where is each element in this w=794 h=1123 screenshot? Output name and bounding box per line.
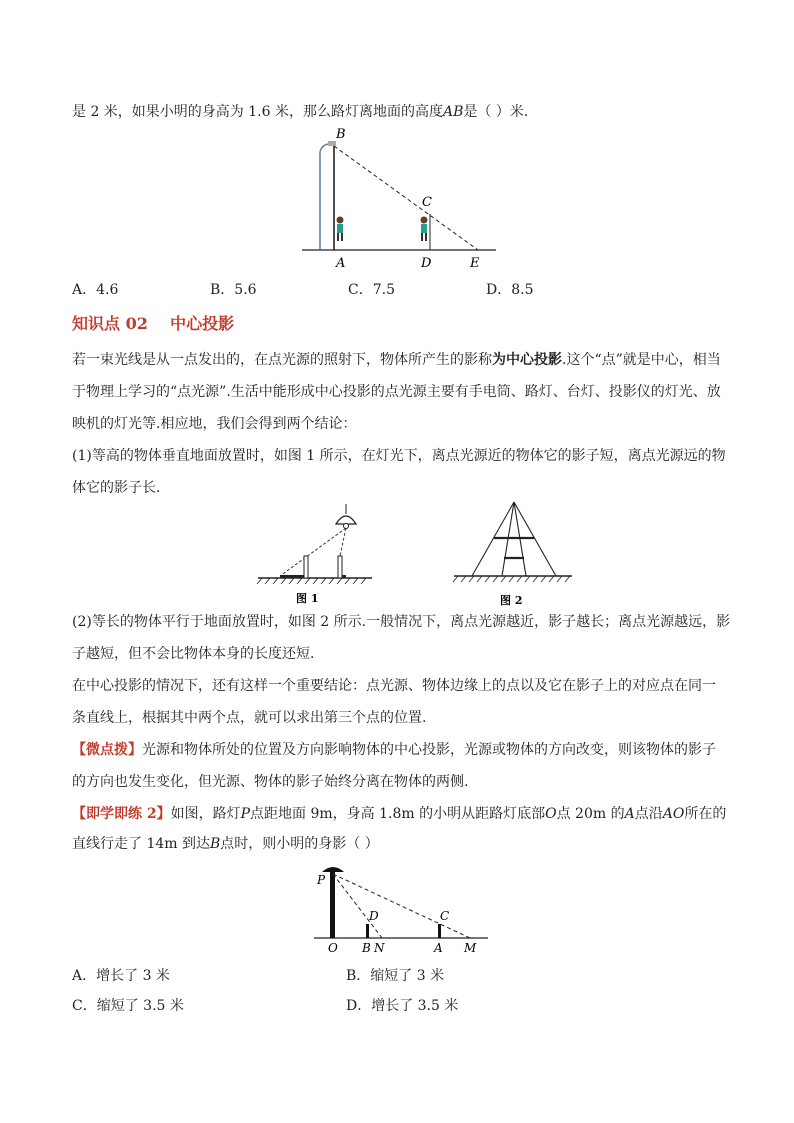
person-AC	[438, 924, 441, 938]
exercise-2-line-2: 直线行走了 14m 到达B点时，则小明的身影（ ）	[72, 836, 379, 852]
label-A: A	[434, 941, 443, 955]
person-d-icon	[421, 217, 428, 242]
ex2-lamp-icon	[322, 867, 344, 872]
fig1-shadow-1	[280, 575, 304, 578]
label-P: P	[317, 873, 326, 887]
q1-option-d[interactable]: D．8.5	[486, 282, 534, 298]
label-D: D	[369, 909, 379, 923]
lamp-head	[328, 141, 336, 146]
label-N: N	[374, 941, 385, 955]
conclusion-2-line-1: (2)等长的物体平行于地面放置时，如图 2 所示.一般情况下，离点光源越近，影子越长；离点光源越远，影	[72, 614, 731, 630]
label-D: D	[421, 256, 432, 271]
ex2-option-a[interactable]: A．增长了 3 米	[72, 968, 170, 984]
person-a-icon	[337, 217, 344, 242]
fig1-shadow-2	[342, 575, 346, 578]
exercise-tag: 【即学即练 2】	[72, 806, 171, 822]
ex2-lamp-post	[330, 872, 335, 938]
label-B: B	[362, 941, 371, 955]
section-heading: 知识点 02 中心投影	[72, 314, 235, 333]
figure-1	[256, 504, 376, 608]
label-C: C	[440, 909, 450, 923]
ray-PM	[333, 874, 470, 938]
conclusion-2-line-2: 子越短，但不会比物体本身的长度还短.	[72, 646, 315, 662]
fig1-object-2	[338, 556, 342, 578]
intro-line-2: 于物理上学习的“点光源”.生活中能形成中心投影的点光源主要有手电筒、路灯、台灯、投影仪的灯光、放	[72, 384, 721, 400]
intro-line-1: 若一束光线是从一点发出的，在点光源的照射下，物体所产生的影称为中心投影.这个“点”就是中心，相当	[72, 352, 721, 368]
label-C: C	[422, 195, 432, 210]
tip-line-2: 的方向也发生变化，但光源、物体的影子始终分离在物体的两侧.	[72, 774, 469, 790]
light-ray	[334, 146, 478, 250]
ex2-option-b[interactable]: B．缩短了 3 米	[346, 968, 445, 984]
ray-PN	[333, 874, 382, 938]
fig2-caption: 图 2	[500, 594, 523, 607]
exercise-2-line-1: 【即学即练 2】如图，路灯P点距地面 9m，身高 1.8m 的小明从距路灯底部O点 20m 的A点沿AO所在的	[72, 806, 727, 822]
person-BD	[366, 924, 369, 938]
label-B: B	[336, 127, 346, 142]
tip-tag: 【微点拨】	[72, 742, 142, 758]
ex2-option-c[interactable]: C．缩短了 3.5 米	[72, 998, 184, 1014]
label-O: O	[328, 941, 338, 955]
conclusion-3-line-1: 在中心投影的情况下，还有这样一个重要结论：点光源、物体边缘上的点以及它在影子上的对应点在同一	[72, 678, 716, 694]
fig1-caption: 图 1	[296, 592, 319, 605]
label-M: M	[464, 941, 477, 955]
tip-line-1: 【微点拨】光源和物体所处的位置及方向影响物体的中心投影，光源或物体的方向改变，则该物体的影子	[72, 742, 716, 758]
label-E: E	[470, 256, 480, 271]
ex2-option-d[interactable]: D．增长了 3.5 米	[346, 998, 459, 1014]
fig1-lamp-icon	[336, 516, 356, 524]
intro-line-3: 映机的灯光等.相应地，我们会得到两个结论：	[72, 416, 357, 432]
q1-option-c[interactable]: C．7.5	[348, 282, 395, 298]
fig1-hatching	[257, 578, 366, 584]
q1-option-a[interactable]: A．4.6	[72, 282, 119, 298]
q1-option-b[interactable]: B．5.6	[210, 282, 257, 298]
fig2-hatching	[453, 576, 570, 582]
label-A: A	[336, 256, 346, 271]
q1-figure	[290, 124, 510, 272]
q1-stem: 是 2 米，如果小明的身高为 1.6 米，那么路灯离地面的高度AB是（ ）米．	[72, 104, 538, 120]
conclusion-1-line-2: 体它的影子长.	[72, 480, 161, 496]
exercise-2-figure	[310, 862, 490, 954]
conclusion-1-line-1: (1)等高的物体垂直地面放置时，如图 1 所示，在灯光下，离点光源近的物体它的影子短，离点光源远的物	[72, 448, 726, 464]
conclusion-3-line-2: 条直线上，根据其中两个点，就可以求出第三个点的位置.	[72, 710, 427, 726]
fig1-object-1	[304, 556, 308, 578]
figure-2	[452, 500, 576, 608]
